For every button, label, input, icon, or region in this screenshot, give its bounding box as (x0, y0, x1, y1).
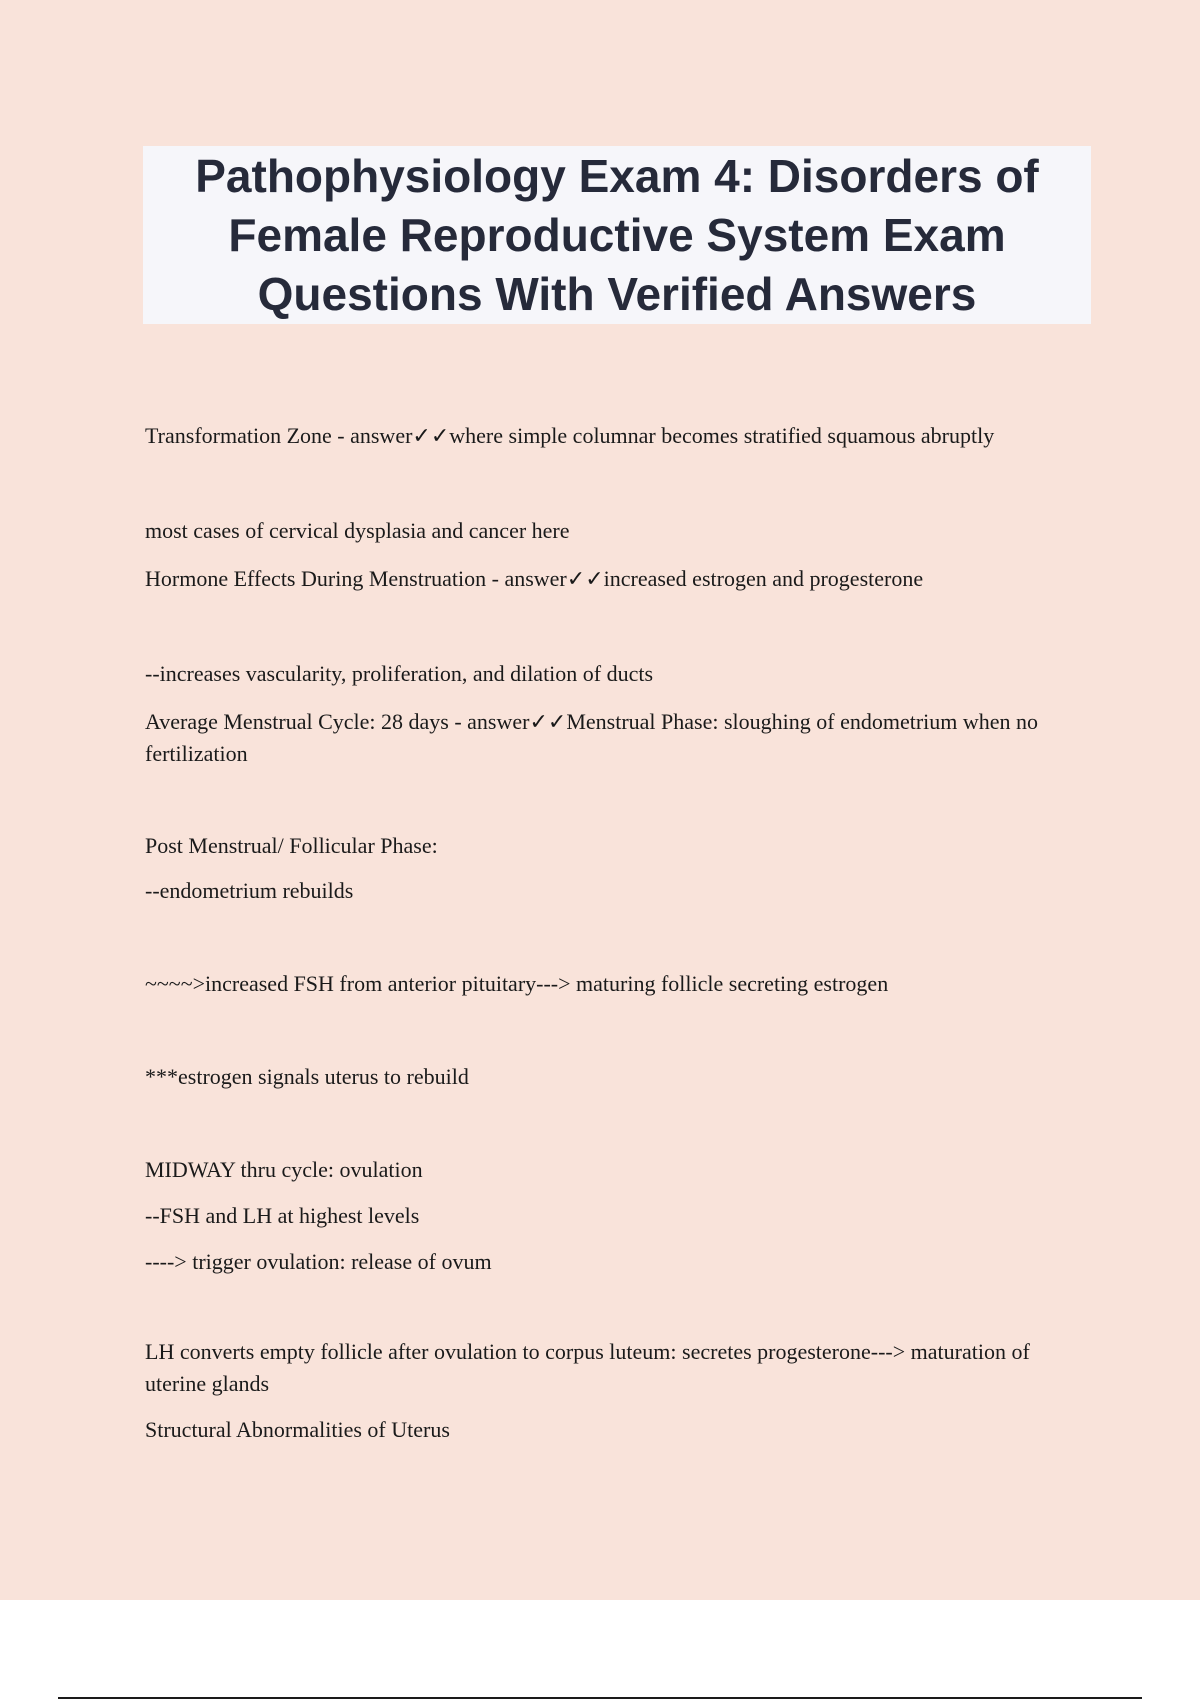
document-body (145, 420, 1095, 1446)
text-line: Transformation Zone - answer✓✓where simple columnar becomes stratified squamous abruptly (145, 423, 995, 448)
text-line: Structural Abnormalities of Uterus (145, 1417, 450, 1442)
text-line: LH converts empty follicle after ovulation to corpus luteum: secretes progesterone---> maturation of uterine glands (145, 1339, 1030, 1396)
text-line: ----> trigger ovulation: release of ovum (145, 1249, 492, 1274)
text-line: ~~~~>increased FSH from anterior pituitary---> maturing follicle secreting estrogen (145, 971, 889, 996)
text-line: ***estrogen signals uterus to rebuild (145, 1064, 469, 1089)
text-line: Average Menstrual Cycle: 28 days - answer✓✓Menstrual Phase: sloughing of endometrium when no fertilization (145, 709, 1039, 766)
text-line: most cases of cervical dysplasia and cancer here (145, 518, 570, 543)
text-line: Hormone Effects During Menstruation - answer✓✓increased estrogen and progesterone (145, 566, 924, 591)
text-line: --FSH and LH at highest levels (145, 1203, 420, 1228)
text-line: Post Menstrual/ Follicular Phase: (145, 833, 438, 858)
text-line: --endometrium rebuilds (145, 878, 354, 903)
title-box (143, 146, 1091, 324)
text-line: MIDWAY thru cycle: ovulation (145, 1157, 423, 1182)
document-title: Pathophysiology Exam 4: Disorders of Female Reproductive System Exam Questions With Verified Answers (195, 149, 1039, 320)
footer-divider (58, 1697, 1142, 1699)
text-line: --increases vascularity, proliferation, and dilation of ducts (145, 661, 654, 686)
